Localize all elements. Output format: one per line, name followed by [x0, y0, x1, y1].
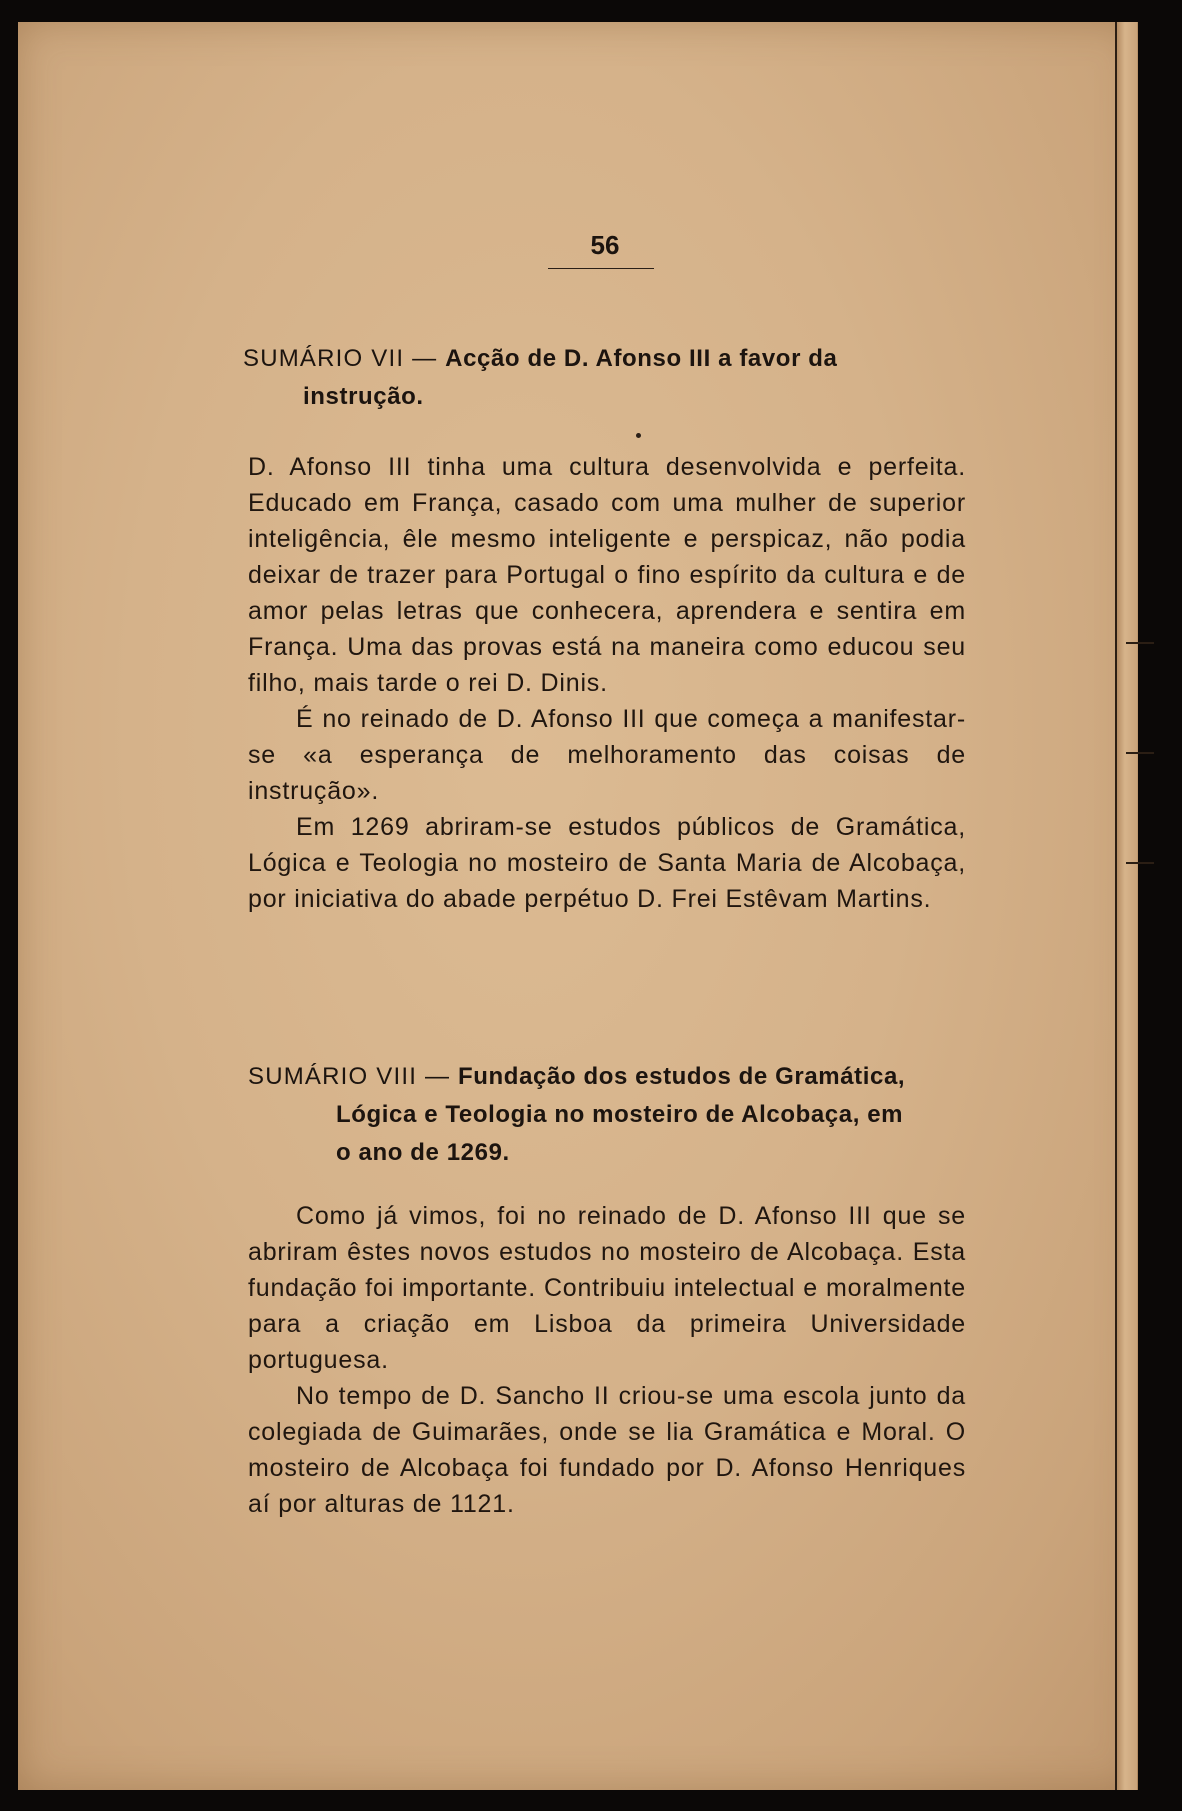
- page-number: 56: [590, 230, 620, 260]
- edge-mark: [1126, 752, 1154, 754]
- paragraph: É no reinado de D. Afonso III que começa a manifestar-se «a esperança de melhoramento das coisas de instrução».: [248, 705, 966, 805]
- sumario-viii-title-cont: o ano de 1269.: [336, 1139, 510, 1166]
- sumario-viii-lead: SUMÁRIO VIII —: [248, 1063, 459, 1090]
- page-number-rule: [548, 268, 654, 269]
- section-viii-body: [248, 1198, 966, 1522]
- sumario-viii-title-cont: Lógica e Teologia no mosteiro de Alcobaça, em: [336, 1101, 904, 1128]
- sumario-viii-heading: [248, 1058, 978, 1172]
- paragraph: Como já vimos, foi no reinado de D. Afonso III que se abriram êstes novos estudos no mosteiro de Alcobaça. Esta fundação foi importante. Contribuiu intelectual e moralmente para a criação em Lisboa da primeira Universidade portuguesa.: [248, 1202, 966, 1374]
- sumario-viii-title: Fundação dos estudos de Gramática,: [458, 1063, 906, 1090]
- edge-mark: [1126, 642, 1154, 644]
- paragraph: D. Afonso III tinha uma cultura desenvolvida e perfeita. Educado em França, casado com uma mulher de superior inteligência, êle mesmo inteligente e perspicaz, não podia deixar de trazer para Portugal o fino espírito da cultura e de amor pelas letras que conhecera, aprendera e sentira em França. Uma das provas está na maneira como educou seu filho, mais tarde o rei D. Dinis.: [248, 453, 966, 697]
- page-edge: [1115, 22, 1137, 1790]
- sumario-vii-title: Acção de D. Afonso III a favor da: [445, 345, 838, 372]
- sumario-vii-lead: SUMÁRIO VII —: [243, 345, 446, 372]
- paragraph: Em 1269 abriram-se estudos públicos de Gramática, Lógica e Teologia no mosteiro de Santa Maria de Alcobaça, por iniciativa do abade perpétuo D. Frei Estêvam Martins.: [248, 813, 966, 913]
- sumario-vii-title-cont: instrução.: [303, 383, 424, 410]
- sumario-vii-heading: [243, 340, 973, 416]
- paragraph: No tempo de D. Sancho II criou-se uma escola junto da colegiada de Guimarães, onde se lia Gramática e Moral. O mosteiro de Alcobaça foi fundado por D. Afonso Henriques aí por alturas de 1121.: [248, 1382, 966, 1518]
- section-vii-body: [248, 449, 966, 917]
- edge-mark: [1126, 862, 1154, 864]
- section-dot: [636, 433, 641, 438]
